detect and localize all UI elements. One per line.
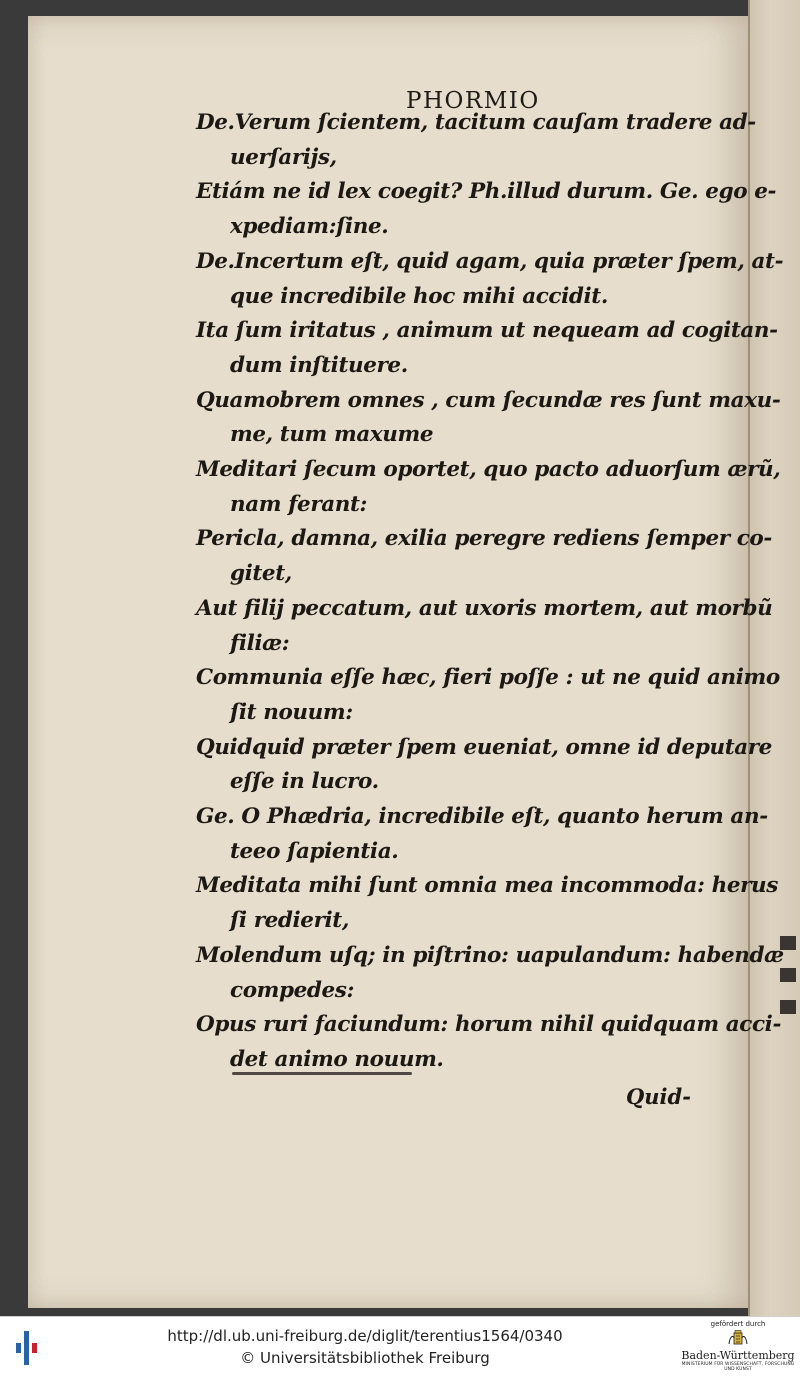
text-line: Molendum uſq; in piſtrino: uapulandum: habendæ xyxy=(196,942,784,968)
sponsor-ministry: MINISTERIUM FÜR WISSENSCHAFT, FORSCHUNG UND KUNST xyxy=(681,1362,795,1372)
catchword: Quid- xyxy=(626,1084,691,1109)
text-line: me, tum maxume xyxy=(230,422,434,448)
text-line: dum inſtituere. xyxy=(230,352,408,378)
text-line: Aut filij peccatum, aut uxoris mortem, aut morbũ xyxy=(196,595,773,621)
text-line: eſſe in lucro. xyxy=(230,769,379,795)
text-line: ſit nouum: xyxy=(230,699,353,725)
text-line: teeo ſapientia. xyxy=(230,838,399,864)
text-line: nam ferant: xyxy=(230,491,368,517)
text-line: Ita ſum iritatus , animum ut nequeam ad cogitan- xyxy=(196,318,778,344)
text-line: De.Verum ſcientem, tacitum cauſam tradere ad- xyxy=(196,110,756,135)
sponsor-label: gefördert durch xyxy=(710,1320,766,1328)
text-line: Etiám ne id lex coegit? Ph.illud durum. Ge. ego e- xyxy=(196,179,777,205)
running-head: PHORMIO xyxy=(406,88,540,114)
viewer-footer xyxy=(0,1316,800,1377)
ink-underline xyxy=(232,1072,412,1075)
text-line: Communia eſſe hæc, fieri poſſe : ut ne quid animo xyxy=(196,665,780,691)
text-line: det animo nouum. xyxy=(230,1046,444,1072)
text-line: compedes: xyxy=(230,977,355,1003)
permalink-url[interactable]: http://dl.ub.uni-freiburg.de/diglit/terentius1564/0340 xyxy=(167,1327,563,1345)
adjacent-page-mark xyxy=(780,1000,796,1014)
text-line: Quidquid præter ſpem eueniat, omne id deputare xyxy=(196,734,772,760)
text-line: que incredibile hoc mihi accidit. xyxy=(230,283,608,309)
text-line: Quamobrem omnes , cum ſecundæ res ſunt maxu- xyxy=(196,387,781,413)
text-line: De.Incertum eſt, quid agam, quia præter ſpem, at- xyxy=(196,248,784,274)
text-line: Ge. O Phædria, incredibile eſt, quanto herum an- xyxy=(196,804,768,829)
sponsor-name: Baden-Württemberg xyxy=(681,1349,795,1362)
text-line: gitet, xyxy=(230,561,292,587)
copyright-text: © Universitätsbibliothek Freiburg xyxy=(240,1349,490,1367)
text-line: xpediam:ſine. xyxy=(230,214,389,240)
text-line: ſi redierit, xyxy=(230,908,349,934)
text-line: Meditari ſecum oportet, quo pacto aduorſum ærũ, xyxy=(196,457,781,482)
text-line: Meditata mihi ſunt omnia mea incommoda: herus xyxy=(196,873,778,899)
text-line: Pericla, damna, exilia peregre rediens ſemper co- xyxy=(196,526,772,552)
text-line: uerſarijs, xyxy=(230,144,337,170)
sponsor-block[interactable] xyxy=(680,1319,796,1375)
text-line: filiæ: xyxy=(230,630,290,656)
text-line: Opus ruri faciundum: horum nihil quidquam acci- xyxy=(196,1012,781,1038)
coat-of-arms-icon xyxy=(727,1330,749,1348)
